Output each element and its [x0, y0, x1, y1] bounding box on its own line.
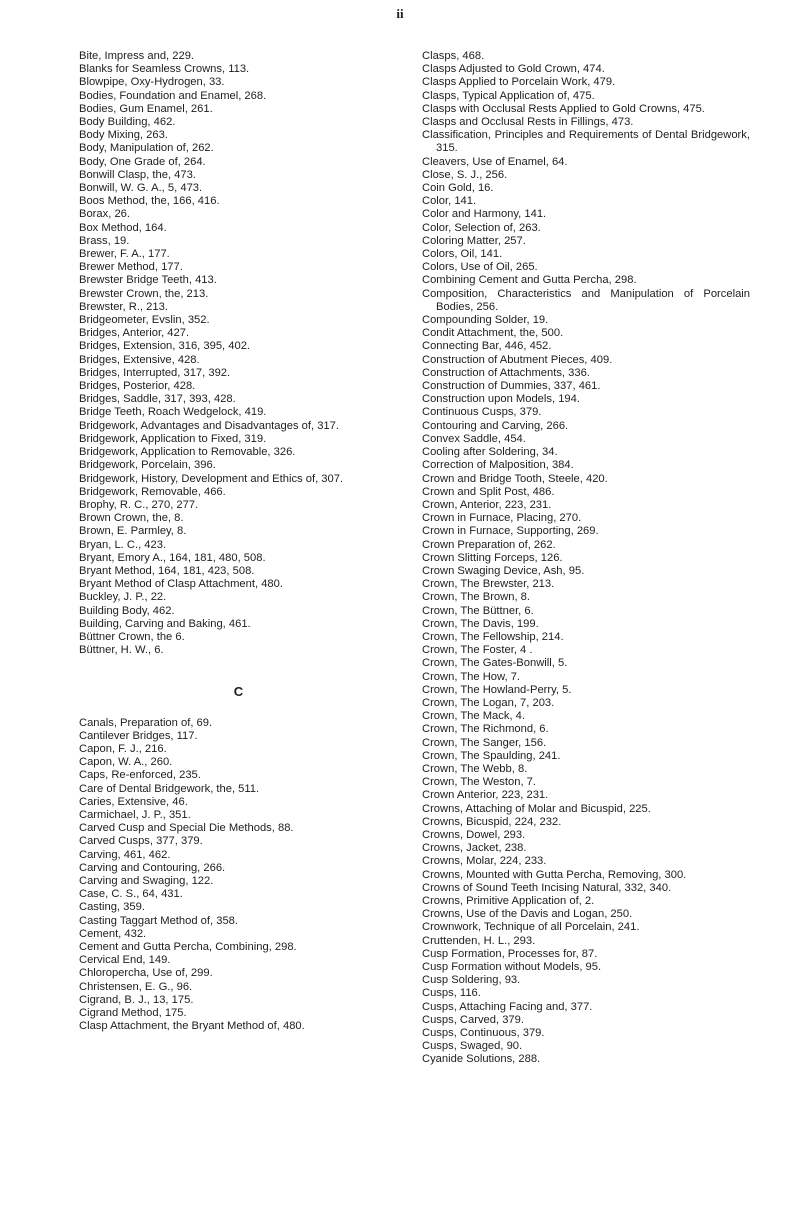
index-entry: Cervical End, 149. [79, 954, 171, 967]
index-entry: Crown in Furnace, Placing, 270. [422, 512, 582, 525]
index-entry: Compounding Solder, 19. [422, 314, 549, 327]
index-entry: Crowns, Attaching of Molar and Bicuspid, 225. [422, 802, 651, 815]
index-entry: Crowns, Molar, 224, 233. [422, 855, 547, 868]
index-entry: Cusps, Carved, 379. [422, 1013, 524, 1026]
index-entry: Cusps, Continuous, 379. [422, 1027, 545, 1040]
index-entry: Convex Saddle, 454. [422, 432, 526, 445]
index-entry: Construction of Dummies, 337, 461. [422, 380, 601, 393]
index-entry: Cement and Gutta Percha, Combining, 298. [79, 941, 297, 953]
index-entry: Canals, Preparation of, 69. [79, 716, 213, 729]
index-entry: Correction of Malposition, 384. [422, 459, 574, 472]
index-entry: Crown, The Weston, 7. [422, 776, 536, 789]
index-entry: Building Body, 462. [79, 604, 175, 617]
index-entry: Brown, E. Parmley, 8. [79, 525, 187, 538]
section-letter-c: C [233, 684, 244, 700]
index-entry: Case, C. S., 64, 431. [79, 888, 183, 901]
index-entry: Combining Cement and Gutta Percha, 298. [422, 274, 637, 287]
index-entry: Crowns, Jacket, 238. [422, 842, 527, 855]
index-entry: Bridgework, Application to Fixed, 319. [79, 432, 267, 445]
index-entry: Brewster Crown, the, 213. [79, 287, 209, 300]
index-entry: Crowns, Mounted with Gutta Percha, Removing, 300. [422, 868, 687, 881]
index-entry: Borax, 26. [79, 208, 130, 221]
index-entry: Crown, The Sanger, 156. [422, 736, 547, 749]
index-entry: Bridges, Extensive, 428. [79, 353, 200, 366]
index-entry: Cusps, Swaged, 90. [422, 1040, 523, 1053]
index-entry: Color, Selection of, 263. [422, 221, 541, 234]
index-entry: Crowns, Use of the Davis and Logan, 250. [422, 908, 633, 921]
index-entry: Carving and Swaging, 122. [79, 874, 214, 887]
index-entry: Bridges, Saddle, 317, 393, 428. [79, 393, 236, 406]
index-entry: Body, Manipulation of, 262. [79, 142, 214, 155]
index-entry: Cusp Soldering, 93. [422, 974, 521, 987]
index-entry: Crown, The Foster, 4 . [422, 644, 533, 657]
index-entry: Cantilever Bridges, 117. [79, 729, 198, 742]
index-entry: Brewer Method, 177. [79, 261, 183, 274]
index-entry: Cusp Formation without Models, 95. [422, 961, 602, 974]
index-entry: Brophy, R. C., 270, 277. [79, 498, 199, 511]
index-entry: Buckley, J. P., 22. [79, 591, 167, 604]
index-entry: Caps, Re-enforced, 235. [79, 769, 201, 782]
index-entry: Bryant, Emory A., 164, 181, 480, 508. [79, 551, 266, 564]
index-entry: Crowns, Dowel, 293. [422, 828, 526, 841]
index-entry: Büttner, H. W., 6. [79, 644, 164, 657]
index-entry: Bridgework, Advantages and Disadvantages of, 317. [79, 419, 339, 432]
index-entry: Construction of Attachments, 336. [422, 366, 590, 379]
index-entry: Crowns, Bicuspid, 224, 232. [422, 815, 562, 828]
index-entry: Care of Dental Bridgework, the, 511. [79, 782, 260, 795]
index-entry: Body Mixing, 263. [79, 129, 168, 142]
index-entry: Bonwill Clasp, the, 473. [79, 168, 196, 181]
index-entry: Bridgework, History, Development and Ethics of, 307. [79, 472, 344, 485]
index-entry: Carmichael, J. P., 351. [79, 808, 191, 821]
index-entry: Bodies, Gum Enamel, 261. [79, 102, 213, 115]
index-entry: Christensen, E. G., 96. [79, 980, 193, 993]
index-entry: Cleavers, Use of Enamel, 64. [422, 155, 568, 168]
index-entry: Caries, Extensive, 46. [79, 795, 188, 808]
index-entry: Crown, The Büttner, 6. [422, 604, 534, 617]
index-entry: Body Building, 462. [79, 116, 176, 129]
index-entry: Carving, 461, 462. [79, 848, 171, 861]
index-entry: Clasps with Occlusal Rests Applied to Gold Crowns, 475. [422, 102, 705, 115]
index-entry: Continuous Cusps, 379. [422, 406, 542, 419]
index-entry: Crown, Anterior, 223, 231. [422, 498, 552, 511]
index-entry: Brewster Bridge Teeth, 413. [79, 274, 217, 287]
index-entry: Crown, The Gates-Bonwill, 5. [422, 657, 568, 670]
index-entry: Capon, W. A., 260. [79, 756, 173, 769]
index-entry: Crown, The Davis, 199. [422, 617, 539, 630]
index-entry: Cusp Formation, Processes for, 87. [422, 947, 598, 960]
index-entry: Bridgework, Application to Removable, 326. [79, 446, 296, 459]
index-entry: Bonwill, W. G. A., 5, 473. [79, 182, 203, 195]
index-entry: Cusps, Attaching Facing and, 377. [422, 1000, 593, 1013]
index-entry: Carved Cusp and Special Die Methods, 88. [79, 822, 294, 835]
index-entry: Casting, 359. [79, 901, 145, 914]
index-entry: Crown, The Brewster, 213. [422, 578, 555, 591]
index-entry: Brewer, F. A., 177. [79, 248, 170, 261]
index-entry: Bridgework, Removable, 466. [79, 485, 226, 498]
index-entry: Cement, 432. [79, 927, 147, 940]
index-entry: Colors, Use of Oil, 265. [422, 261, 538, 274]
index-entry: Crown, The Webb, 8. [422, 762, 528, 775]
index-entry: Cigrand Method, 175. [79, 1007, 187, 1020]
index-entry: Composition, Characteristics and Manipulation of Porcelain Bodies, 256. [422, 287, 750, 313]
index-entry: Bridges, Extension, 316, 395, 402. [79, 340, 251, 353]
index-entry: Crown, The Fellowship, 214. [422, 630, 564, 643]
index-entry: Cooling after Soldering, 34. [422, 446, 558, 459]
left-column [79, 50, 398, 1033]
index-entry: Bridge Teeth, Roach Wedgelock, 419. [79, 406, 267, 419]
index-entry: Brewster, R., 213. [79, 300, 168, 313]
index-entry: Cusps, 116. [422, 987, 481, 1000]
index-entry: Bridges, Interrupted, 317, 392. [79, 366, 231, 379]
index-entry: Clasps, Typical Application of, 475. [422, 89, 595, 102]
index-section-b [79, 50, 398, 657]
index-entry: Classification, Principles and Requirements of Dental Bridgework, 315. [422, 129, 750, 155]
index-entry: Clasps and Occlusal Rests in Fillings, 473. [422, 116, 634, 129]
index-entry: Crowns, Primitive Application of, 2. [422, 895, 595, 907]
index-entry: Connecting Bar, 446, 452. [422, 340, 552, 353]
index-entry: Bryant Method, 164, 181, 423, 508. [79, 564, 255, 577]
index-entry: Bryant Method of Clasp Attachment, 480. [79, 578, 283, 591]
index-entry: Blowpipe, Oxy-Hydrogen, 33. [79, 76, 225, 89]
index-entry: Coloring Matter, 257. [422, 234, 526, 247]
index-entry: Cigrand, B. J., 13, 175. [79, 993, 194, 1006]
index-entry: Crown, The Howland-Perry, 5. [422, 683, 572, 696]
index-entry: Brown Crown, the, 8. [79, 512, 184, 525]
index-entry: Büttner Crown, the 6. [79, 630, 185, 643]
index-entry: Colors, Oil, 141. [422, 248, 503, 261]
index-entry: Bridges, Posterior, 428. [79, 380, 196, 393]
index-entry: Contouring and Carving, 266. [422, 419, 569, 432]
right-column [422, 50, 750, 1067]
index-entry: Crown Slitting Forceps, 126. [422, 551, 563, 564]
index-entry: Crown, The How, 7. [422, 670, 521, 683]
index-entry: Coin Gold, 16. [422, 182, 494, 195]
index-entry: Crown, The Logan, 7, 203. [422, 696, 555, 709]
index-entry: Bodies, Foundation and Enamel, 268. [79, 89, 267, 102]
index-entry: Body, One Grade of, 264. [79, 155, 206, 168]
index-entry: Clasp Attachment, the Bryant Method of, 480. [79, 1020, 305, 1033]
index-entry: Crown Swaging Device, Ash, 95. [422, 564, 585, 577]
page-number: ii [396, 6, 404, 21]
index-entry: Casting Taggart Method of, 358. [79, 914, 239, 927]
index-entry: Capon, F. J., 216. [79, 742, 167, 755]
index-entry: Clasps Adjusted to Gold Crown, 474. [422, 63, 605, 76]
index-entry: Crown Anterior, 223, 231. [422, 789, 549, 802]
index-entry: Boos Method, the, 166, 416. [79, 195, 220, 208]
index-entry: Cyanide Solutions, 288. [422, 1053, 541, 1066]
index-entry: Crown, The Richmond, 6. [422, 723, 549, 736]
index-entry: Crown Preparation of, 262. [422, 538, 556, 551]
index-entry: Chloropercha, Use of, 299. [79, 967, 213, 980]
index-entry: Color, 141. [422, 195, 477, 208]
index-entry: Crowns of Sound Teeth Incising Natural, 332, 340. [422, 881, 672, 894]
index-entry: Close, S. J., 256. [422, 168, 508, 181]
index-entry: Crown, The Spaulding, 241. [422, 749, 561, 762]
index-entry: Crown, The Brown, 8. [422, 591, 530, 604]
index-entry: Crown in Furnace, Supporting, 269. [422, 525, 599, 538]
index-entry: Carved Cusps, 377, 379. [79, 835, 203, 848]
index-entry: Box Method, 164. [79, 221, 167, 234]
index-entry: Bryan, L. C., 423. [79, 538, 167, 551]
index-entry: Construction upon Models, 194. [422, 393, 580, 406]
index-entry: Crown, The Mack, 4. [422, 710, 526, 723]
index-entry: Bridgework, Porcelain, 396. [79, 459, 216, 472]
index-entry: Carving and Contouring, 266. [79, 861, 226, 874]
index-entry: Construction of Abutment Pieces, 409. [422, 353, 613, 366]
index-entry: Clasps, 468. [422, 50, 485, 62]
index-entry: Brass, 19. [79, 234, 130, 247]
index-entry: Building, Carving and Baking, 461. [79, 617, 251, 630]
index-entry: Color and Harmony, 141. [422, 208, 547, 221]
index-entry: Clasps Applied to Porcelain Work, 479. [422, 76, 616, 89]
index-entry: Blanks for Seamless Crowns, 113. [79, 63, 250, 76]
index-entry: Cruttenden, H. L., 293. [422, 934, 536, 947]
index-entry: Bridgeometer, Evslin, 352. [79, 314, 210, 327]
index-section-c-continued [422, 50, 750, 1067]
index-entry: Condit Attachment, the, 500. [422, 327, 564, 340]
index-entry: Crown and Bridge Tooth, Steele, 420. [422, 472, 608, 485]
index-entry: Bite, Impress and, 229. [79, 50, 195, 62]
index-section-c [79, 717, 398, 1034]
index-entry: Crown and Split Post, 486. [422, 485, 555, 498]
index-entry: Bridges, Anterior, 427. [79, 327, 190, 340]
index-entry: Crownwork, Technique of all Porcelain, 241. [422, 921, 640, 934]
